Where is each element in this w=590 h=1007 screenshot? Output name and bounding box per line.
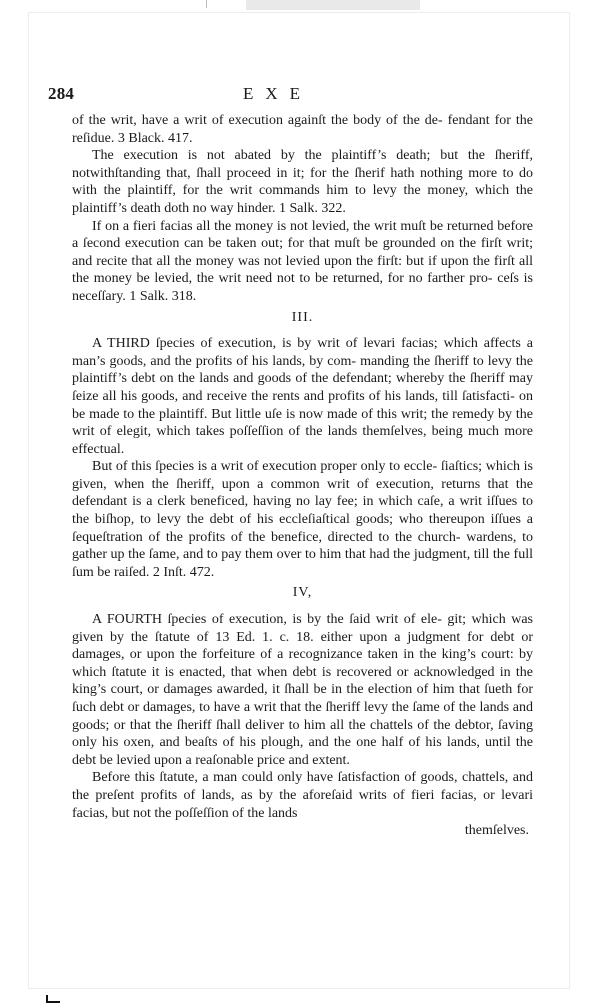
page-text [72,112,533,840]
page-tab-indicator[interactable] [246,0,420,10]
paragraph-6: A FOURTH ſpecies of execution, is by the ſaid writ of ele- git; which was given by the ſtatute of 13 Ed. 1. c. 18. either upon a judgment for debt or damages, or upon the forfeiture of a recognizance taken in the king’s court: by which ſtatute it is enacted, that when debt is recovered or acknowledged in the king’s court, or damages awarded, it ſhall be in the election of him that ſueth for ſuch debt or damages, to have a writ that the ſheriff levy the ſame of the lands and goods; or that the ſheriff ſhall deliver to him all the chattels of the debtor, ſaving only his oxen, and beaſts of his plough, and the one half of his lands, until the debt be levied upon a reaſonable price and extent. [72,612,533,768]
paragraph-2: The execution is not abated by the plaintiff’s death; but the ſheriff, notwithſtanding that, ſhall proceed in it; for the ſherif hath nothing more to do with the plaintiff, for the writ commands him to levy the money, which the plaintiff’s death doth no way hinder. 1 Salk. 322. [72,148,533,216]
paragraph-4: A THIRD ſpecies of execution, is by writ of levari facias; which affects a man’s goods, and the profits of his lands, by com- manding the ſheriff to levy the plaintiff’s debt on the lands and goods of the defendant; whereby the ſheriff may ſeize all his goods, and receive the rents and profits of his lands, till ſatisfacti- on be made to the plaintiff. But little uſe is now made of this writ; the remedy by the writ of elegit, which takes poſſeſſion of the lands themſelves, being much more effectual. [72,336,533,457]
viewer-top-bar [0,0,590,12]
section-heading-iv: IV, [292,585,313,601]
paragraph-5: But of this ſpecies is a writ of execution proper only to eccle- ſiaſtics; which is given, when the ſheriff, upon a common writ of execution, returns that the defendant is a clerk beneficed, having no lay fee; in which caſe, a writ iſſues to the biſhop, to levy the debt of his eccleſiaſtical goods; who thereupon iſſues a ſequeſtration of the profits of the benefice, directed to the church- wardens, to gather up the ſame, and to pay them over to him that had the judgment, till the full ſum be raiſed. 2 Inſt. 472. [72,459,533,580]
paragraph-1: of the writ, have a writ of execution againſt the body of the de- fendant for the reſidue. 3 Black. 417. [72,113,533,146]
paragraph-3: If on a fieri facias all the money is not levied, the writ muſt be returned before a ſecond execution can be taken out; for that muſt be grounded on the firſt writ; and recite that all the money was not levied upon the firſt: but if upon the firſt all the money be levied, the writ need not to be returned, for no farther pro- ceſs is neceſſary. 1 Salk. 318. [72,218,533,304]
section-heading-iii: III. [291,309,314,325]
paragraph-7: Before this ſtatute, a man could only have ſatisfaction of goods, chattels, and the preſent profits of lands, as by the aforeſaid writs of fieri facias, or levari facias, but not the poſſeſſion of the lands [72,770,533,821]
toolbar-divider [206,0,207,8]
page-header [48,84,548,108]
page-number: 284 [48,84,75,103]
catchword: themſelves. [464,823,529,839]
page-corner-mark [46,995,60,1003]
running-head: EXE [243,84,313,103]
